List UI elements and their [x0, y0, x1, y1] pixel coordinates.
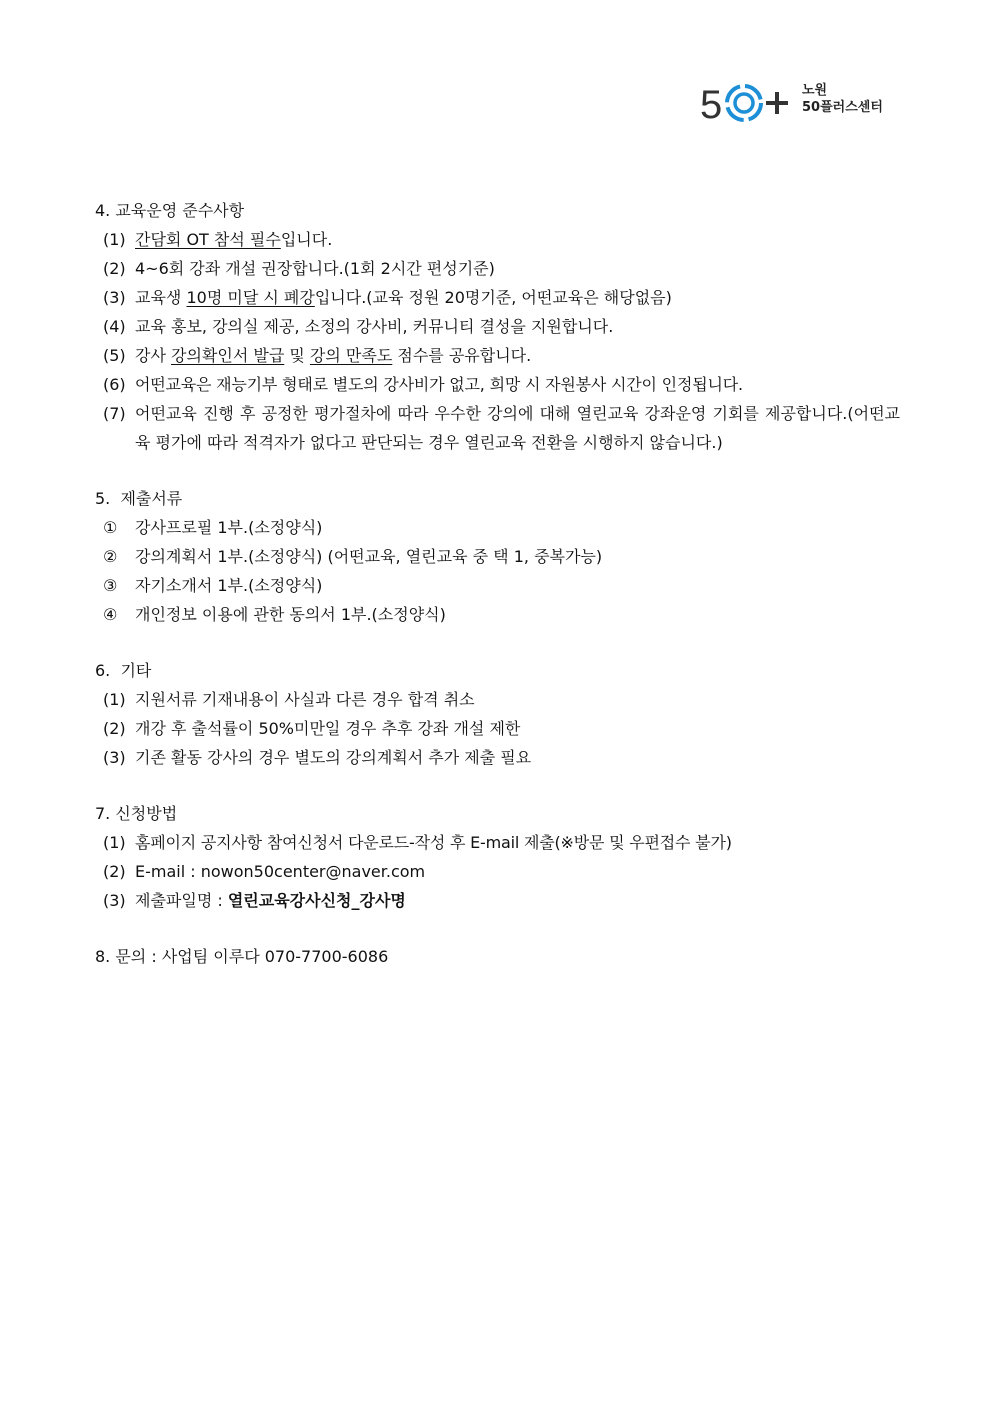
item-text: 어떤교육 진행 후 공정한 평가절차에 따라 우수한 강의에 대해 열린교육 강좌운영 기회를 제공합니다.(어떤교육 평가에 따라 적격자가 없다고 판단되는 경우 열린교육 전환을 시행하지 않습니다.) [135, 404, 900, 452]
section-gap [95, 772, 900, 799]
item-number: ① [103, 518, 118, 537]
item-text: 4~6회 강좌 개설 권장합니다.(1회 2시간 편성기준) [135, 259, 495, 278]
item-number: (1) [103, 690, 126, 709]
item-text: 개강 후 출석률이 50%미만일 경우 추후 강좌 개설 제한 [135, 719, 521, 738]
list-item [95, 225, 900, 254]
item-text: 강사프로필 1부.(소정양식) [135, 518, 323, 537]
item-text: 개인정보 이용에 관한 동의서 1부.(소정양식) [135, 605, 446, 624]
item-text: 강의계획서 1부.(소정양식) (어떤교육, 열린교육 중 택 1, 중복가능) [135, 547, 603, 566]
item-number: (2) [103, 719, 126, 738]
item-number: (2) [103, 862, 126, 881]
logo-ring-outer [727, 86, 761, 120]
document-body [95, 196, 900, 971]
logo-text [802, 82, 883, 116]
underlined-text: 간담회 OT 참석 필수 [135, 230, 281, 249]
item-text-rest: 입니다.(교육 정원 20명기준, 어떤교육은 해당없음) [314, 288, 672, 307]
item-text [135, 341, 900, 370]
file-name-format: 열린교육강사신청_강사명 [227, 891, 406, 910]
item-text [135, 283, 900, 312]
item-text-pre: 제출파일명 : [135, 891, 228, 910]
item-number: (4) [103, 317, 126, 336]
item-number: ② [103, 547, 118, 566]
item-text-rest: 입니다. [280, 230, 333, 249]
underlined-text: 10명 미달 시 폐강 [186, 288, 315, 307]
item-text [135, 225, 900, 254]
item-text: 어떤교육은 재능기부 형태로 별도의 강사비가 없고, 희망 시 자원봉사 시간이 인정됩니다. [135, 375, 743, 394]
list-item [95, 886, 900, 915]
section-contact [95, 942, 900, 971]
logo-ring-inner [735, 94, 753, 112]
item-text: 홈페이지 공지사항 참여신청서 다운로드-작성 후 E-mail 제출(※방문 및 우편접수 불가) [135, 833, 732, 852]
section-title: 4. 교육운영 준수사항 [95, 201, 245, 220]
item-number: (6) [103, 375, 126, 394]
item-number: (3) [103, 288, 126, 307]
item-number: (5) [103, 346, 126, 365]
list-item [95, 857, 900, 886]
item-text: 자기소개서 1부.(소정양식) [135, 576, 323, 595]
list-item [95, 828, 900, 857]
item-text: E-mail : nowon50center@naver.com [135, 862, 426, 881]
logo-line1: 노원 [802, 83, 828, 98]
item-text [135, 886, 900, 915]
list-item [95, 600, 900, 629]
section-gap [95, 457, 900, 484]
item-number: (3) [103, 891, 126, 910]
item-text: 기존 활동 강사의 경우 별도의 강의계획서 추가 제출 필요 [135, 748, 532, 767]
list-item [95, 283, 900, 312]
item-text-pre: 강사 [135, 346, 171, 365]
list-item [95, 312, 900, 341]
list-item [95, 743, 900, 772]
item-number: (2) [103, 259, 126, 278]
item-number: (3) [103, 748, 126, 767]
section-title: 5. 제출서류 [95, 489, 183, 508]
item-number: (1) [103, 833, 126, 852]
section-gap [95, 629, 900, 656]
logo-five-glyph: 5 [700, 83, 723, 126]
item-number: (1) [103, 230, 126, 249]
list-item [95, 254, 900, 283]
item-text-mid: 및 [284, 346, 310, 365]
list-item [95, 370, 900, 399]
list-item [95, 714, 900, 743]
section-misc [95, 656, 900, 772]
item-text-pre: 교육생 [135, 288, 187, 307]
item-text: 교육 홍보, 강의실 제공, 소정의 강사비, 커뮤니티 결성을 지원합니다. [135, 317, 614, 336]
section-gap [95, 915, 900, 942]
section-title: 7. 신청방법 [95, 804, 178, 823]
list-item [95, 341, 900, 370]
section-title: 8. 문의 : 사업팀 이루다 070-7700-6086 [95, 947, 389, 966]
item-text-rest: 점수를 공유합니다. [392, 346, 532, 365]
section-operation-rules [95, 196, 900, 457]
list-item [95, 571, 900, 600]
logo-plus-v [775, 92, 779, 114]
section-title: 6. 기타 [95, 661, 152, 680]
list-item [95, 542, 900, 571]
list-item [95, 399, 900, 457]
list-item [95, 513, 900, 542]
item-number: (7) [103, 404, 126, 423]
item-number: ③ [103, 576, 118, 595]
underlined-text: 강의확인서 발급 [171, 346, 285, 365]
logo-line2: 50플러스센터 [802, 100, 883, 115]
underlined-text: 강의 만족도 [309, 346, 393, 365]
section-required-documents [95, 484, 900, 629]
section-application-method [95, 799, 900, 915]
item-text: 지원서류 기재내용이 사실과 다른 경우 합격 취소 [135, 690, 475, 709]
item-number: ④ [103, 605, 118, 624]
logo-50plus-icon [700, 80, 798, 126]
center-logo [700, 80, 900, 130]
list-item [95, 685, 900, 714]
